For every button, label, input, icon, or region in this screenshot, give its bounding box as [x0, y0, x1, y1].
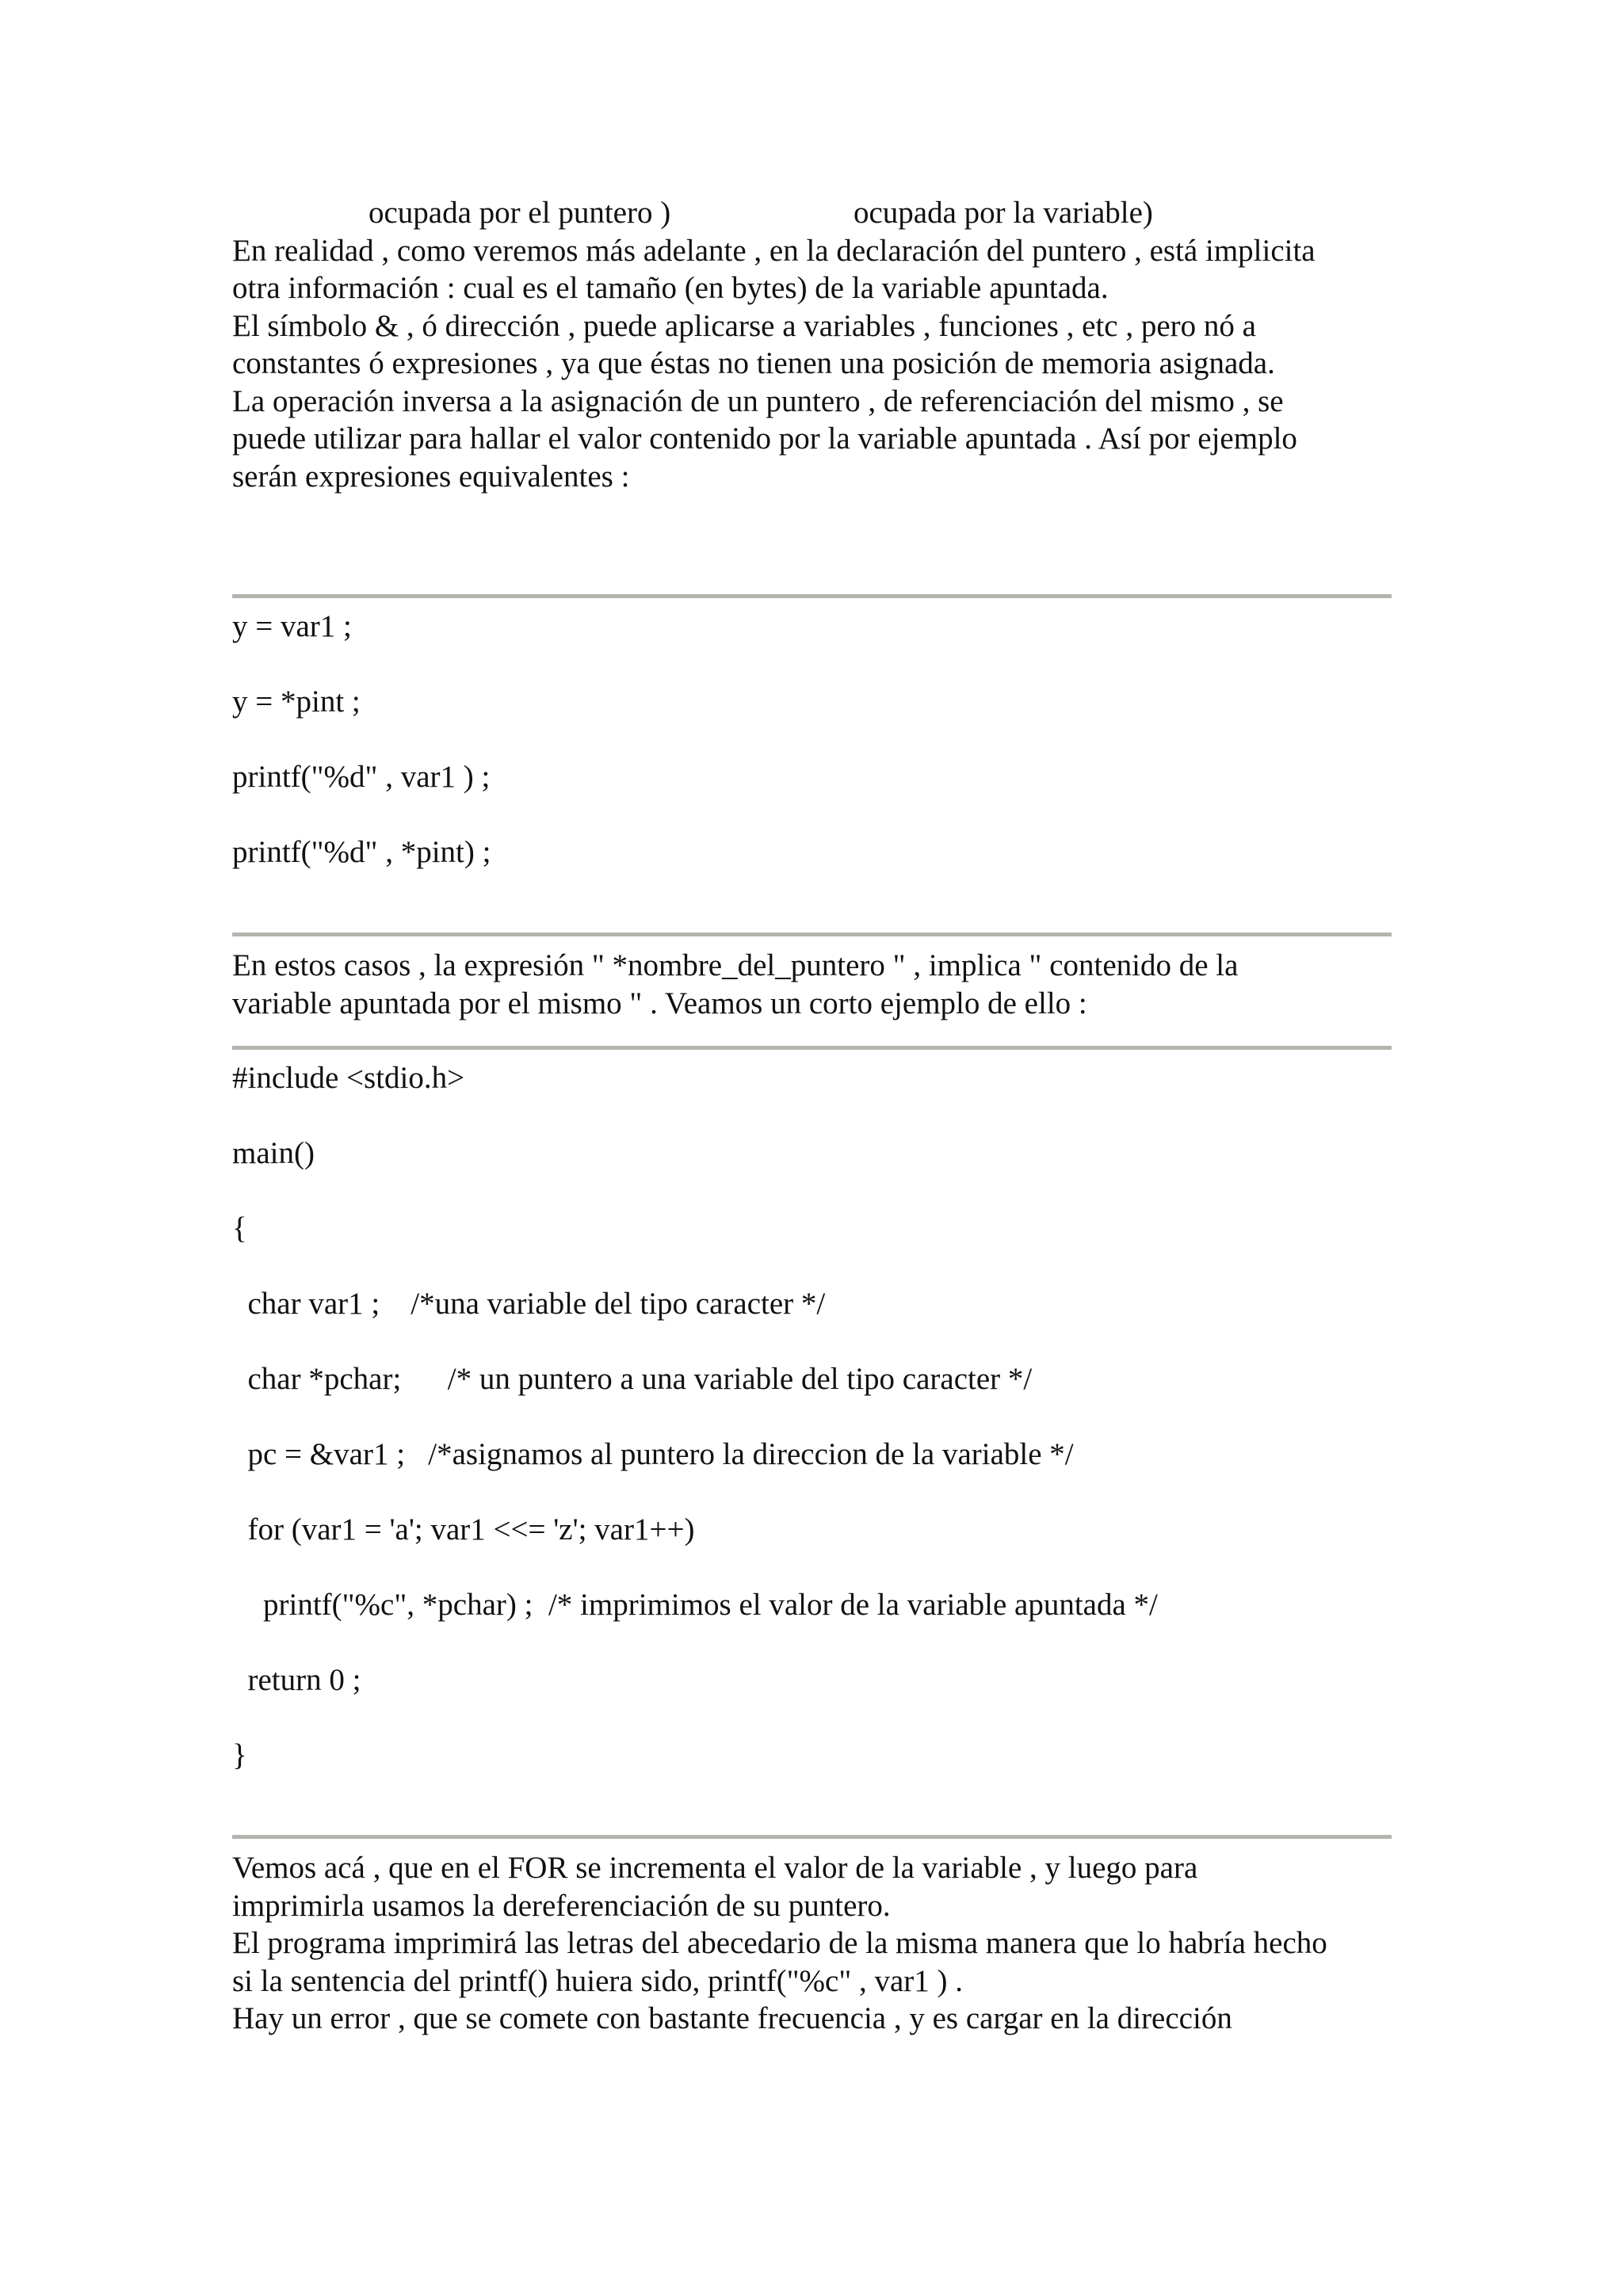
text-line: El programa imprimirá las letras del abecedario de la misma manera que lo habría hecho — [232, 1926, 1327, 1960]
text-line: puede utilizar para hallar el valor contenido por la variable apuntada . Así por ejemplo — [232, 421, 1297, 456]
text-line: Vemos acá , que en el FOR se incrementa el valor de la variable , y luego para — [232, 1851, 1198, 1885]
text-line: imprimirla usamos la dereferenciación de su puntero. — [232, 1889, 891, 1923]
code-line: char *pchar; /* un puntero a una variable del tipo caracter */ — [232, 1362, 1033, 1396]
text-line: constantes ó expresiones , ya que éstas no tienen una posición de memoria asignada. — [232, 346, 1275, 380]
code-line: printf("%d" , *pint) ; — [232, 835, 491, 869]
variable-memory-label: ocupada por la variable) — [854, 196, 1153, 230]
horizontal-rule — [232, 594, 1392, 598]
text-line: otra información : cual es el tamaño (en bytes) de la variable apuntada. — [232, 271, 1109, 305]
code-line: printf("%c", *pchar) ; /* imprimimos el valor de la variable apuntada */ — [232, 1588, 1158, 1622]
text-line: Hay un error , que se comete con bastante frecuencia , y es cargar en la dirección — [232, 2001, 1232, 2035]
code-line: return 0 ; — [232, 1663, 361, 1697]
horizontal-rule — [232, 1835, 1392, 1839]
text-line: variable apuntada por el mismo " . Veamos un corto ejemplo de ello : — [232, 986, 1087, 1020]
code-line: for (var1 = 'a'; var1 <<= 'z'; var1++) — [232, 1512, 695, 1547]
text-line: si la sentencia del printf() huiera sido, printf("%c" , var1 ) . — [232, 1964, 964, 1998]
code-line: printf("%d" , var1 ) ; — [232, 760, 491, 794]
pointer-memory-label: ocupada por el puntero ) — [369, 196, 671, 230]
code-line: char var1 ; /*una variable del tipo caracter */ — [232, 1287, 826, 1321]
text-line: En realidad , como veremos más adelante , en la declaración del puntero , está implicita — [232, 234, 1316, 268]
horizontal-rule — [232, 1046, 1392, 1050]
text-line: La operación inversa a la asignación de un puntero , de referenciación del mismo , se — [232, 384, 1284, 418]
code-line: { — [232, 1211, 247, 1245]
code-line: y = var1 ; — [232, 609, 352, 643]
text-line: En estos casos , la expresión " *nombre_del_puntero " , implica " contenido de la — [232, 948, 1239, 982]
text-line: El símbolo & , ó dirección , puede aplicarse a variables , funciones , etc , pero nó a — [232, 309, 1256, 343]
code-line: main() — [232, 1136, 315, 1170]
text-line: serán expresiones equivalentes : — [232, 460, 630, 494]
code-line: #include <stdio.h> — [232, 1061, 465, 1095]
code-line: } — [232, 1738, 247, 1772]
code-line: y = *pint ; — [232, 685, 361, 719]
horizontal-rule — [232, 933, 1392, 936]
code-line: pc = &var1 ; /*asignamos al puntero la direccion de la variable */ — [232, 1437, 1074, 1471]
